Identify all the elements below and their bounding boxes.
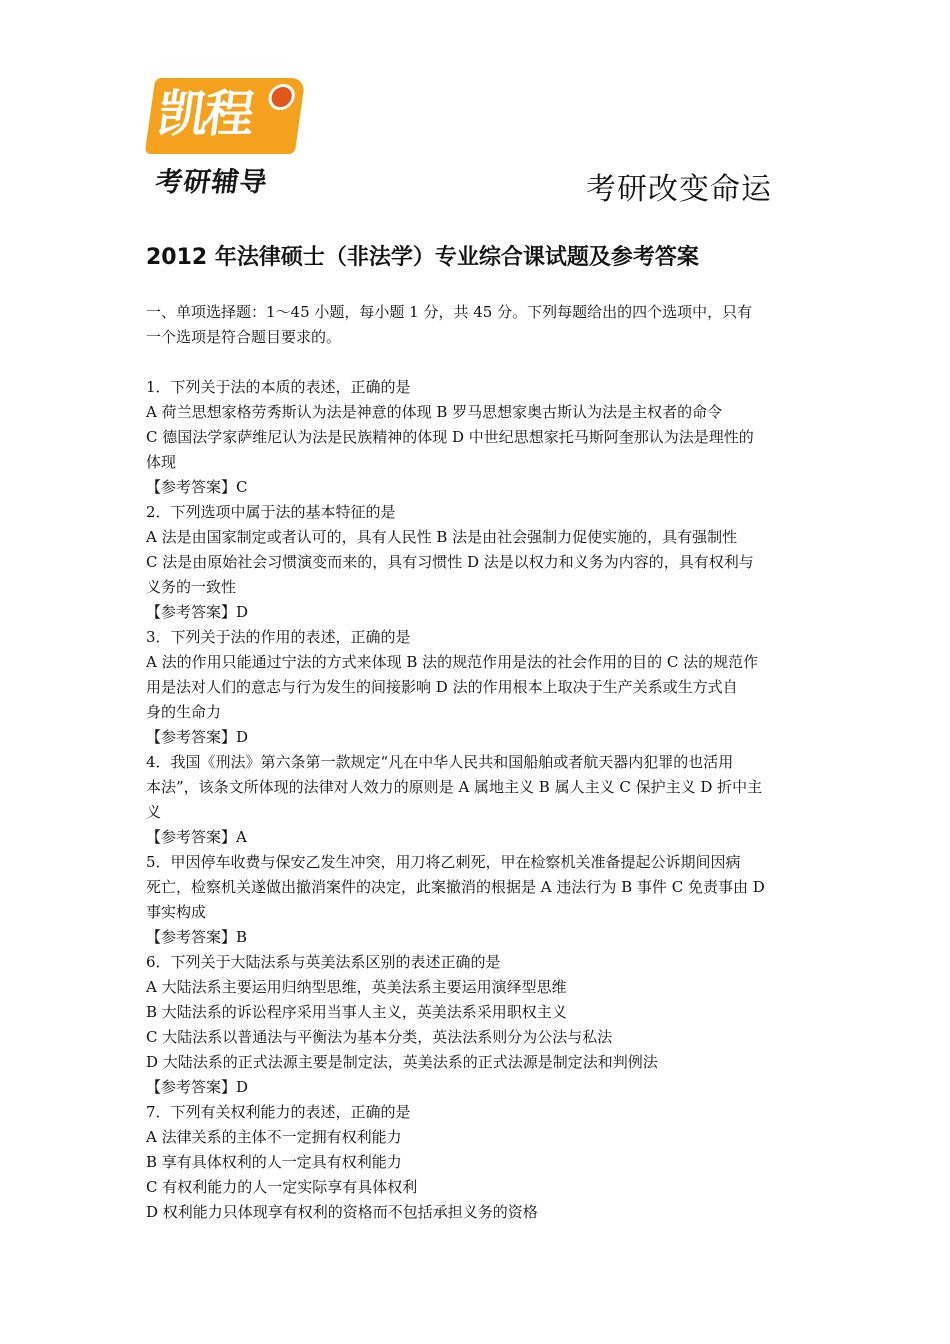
text-line: A 荷兰思想家格劳秀斯认为法是神意的体现 B 罗马思想家奥古斯认为法是主权者的命令	[146, 403, 723, 421]
logo-subtitle: 考研辅导	[153, 167, 270, 198]
text-line: 【参考答案】D	[146, 728, 249, 746]
text-line: B 享有具体权利的人一定具有权利能力	[146, 1153, 402, 1171]
logo-brand: 凯程	[154, 85, 255, 143]
question-list	[146, 375, 811, 1225]
text-line: 4．我国《刑法》第六条第一款规定“凡在中华人民共和国船舶或者航天器内犯罪的也活用	[146, 753, 734, 771]
text-line: 7．下列有关权利能力的表述，正确的是	[146, 1103, 411, 1121]
text-line: 体现	[146, 453, 177, 471]
text-line: 用是法对人们的意志与行为发生的间接影响 D 法的作用根本上取决于生产关系或生方式自	[146, 678, 738, 696]
text-line: 死亡，检察机关遂做出撤消案件的决定，此案撤消的根据是 A 违法行为 B 事件 C 免责事由 D	[146, 878, 765, 896]
text-line: C 德国法学家萨维尼认为法是民族精神的体现 D 中世纪思想家托马斯阿奎那认为法是理性的	[146, 428, 754, 446]
section-intro	[146, 300, 811, 350]
text-line: 身的生命力	[146, 703, 222, 721]
text-line: 事实构成	[146, 903, 207, 921]
text-line: 义务的一致性	[146, 578, 237, 596]
logo	[150, 78, 310, 196]
text-line: C 有权利能力的人一定实际享有具体权利	[146, 1178, 418, 1196]
text-line: 【参考答案】D	[146, 603, 249, 621]
text-line: A 法的作用只能通过宁法的方式来体现 B 法的规范作用是法的社会作用的目的 C 法的规范作	[146, 653, 759, 671]
text-line: 【参考答案】C	[146, 478, 248, 496]
text-line: D 大陆法系的正式法源主要是制定法，英美法系的正式法源是制定法和判例法	[146, 1053, 658, 1071]
text-line: C 大陆法系以普通法与平衡法为基本分类，英法法系则分为公法与私法	[146, 1028, 613, 1046]
text-line: C 法是由原始社会习惯演变而来的，具有习惯性 D 法是以权力和义务为内容的，具有权利与	[146, 553, 754, 571]
text-line: 【参考答案】B	[146, 928, 248, 946]
logo-dot-icon	[267, 84, 297, 110]
text-line: 5．甲因停车收费与保安乙发生冲突，用刀将乙刺死，甲在检察机关准备提起公诉期间因病	[146, 853, 741, 871]
text-line: 2．下列选项中属于法的基本特征的是	[146, 503, 396, 521]
text-line: 本法”，该条文所体现的法律对人效力的原则是 A 属地主义 B 属人主义 C 保护主义 D 折中主	[146, 778, 763, 796]
document-title: 2012 年法律硕士（非法学）专业综合课试题及参考答案	[146, 245, 699, 270]
text-line: 【参考答案】D	[146, 1078, 249, 1096]
intro-line: 一、单项选择题：1～45 小题，每小题 1 分，共 45 分。下列每题给出的四个选项中，只有	[146, 303, 753, 321]
text-line: A 大陆法系主要运用归纳型思维，英美法系主要运用演绎型思维	[146, 978, 567, 996]
text-line: A 法是由国家制定或者认可的，具有人民性 B 法是由社会强制力促使实施的，具有强制性	[146, 528, 738, 546]
text-line: 6．下列关于大陆法系与英美法系区别的表述正确的是	[146, 953, 501, 971]
text-line: D 权利能力只体现享有权利的资格而不包括承担义务的资格	[146, 1203, 538, 1221]
document-body	[146, 300, 811, 1225]
text-line: 义	[146, 803, 162, 821]
text-line: 3．下列关于法的作用的表述，正确的是	[146, 628, 411, 646]
logo-mark	[145, 78, 306, 154]
text-line: B 大陆法系的诉讼程序采用当事人主义，英美法系采用职权主义	[146, 1003, 567, 1021]
text-line: A 法律关系的主体不一定拥有权利能力	[146, 1128, 402, 1146]
text-line: 1．下列关于法的本质的表述，正确的是	[146, 378, 411, 396]
text-line: 【参考答案】A	[146, 828, 247, 846]
slogan: 考研改变命运	[586, 172, 772, 207]
intro-line: 一个选项是符合题目要求的。	[146, 328, 342, 346]
